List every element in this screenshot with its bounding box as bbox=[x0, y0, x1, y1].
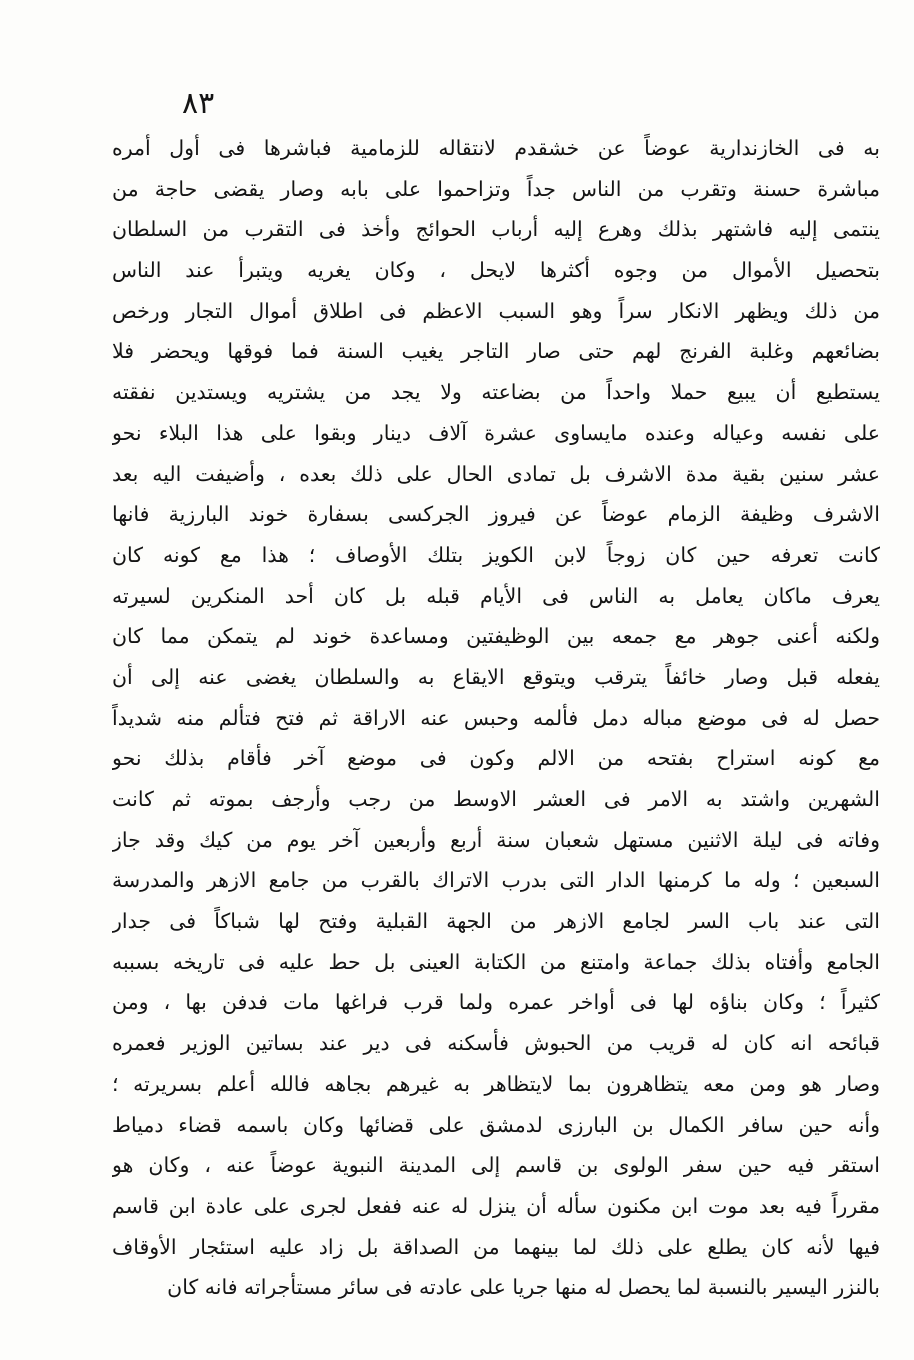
text-line: بضائعهم وغلبة الفرنج لهم حتى صار التاجر يغيب السنة فما فوقها ويحضر فلا bbox=[112, 339, 880, 364]
text-line: كثيراً ؛ وكان بناؤه لها فى أواخر عمره ولما قرب فراغها مات فدفن بها ، ومن bbox=[112, 990, 880, 1015]
text-line: قبائحه انه كان له قريب من الحبوش فأسكنه فى دير عند بساتين الوزير فعمره bbox=[112, 1031, 880, 1056]
text-line: يعرف ماكان يعامل به الناس فى الأيام قبله بل كان أحد المنكرين لسيرته bbox=[112, 583, 880, 608]
text-line: وأنه حين سافر الكمال بن البارزى لدمشق على قضائها وكان باسمه قضاء دمياط bbox=[112, 1112, 880, 1137]
text-line: وصار هو ومن معه يتظاهرون بما لايتظاهر به غيرهم بجاهه فالله أعلم بسريرته ؛ bbox=[112, 1071, 880, 1096]
text-line: من ذلك ويظهر الانكار سراً وهو السبب الاعظم فى اطلاق أموال التجار ورخص bbox=[112, 298, 880, 323]
text-line: ولكنه أعنى جوهر مع جمعه بين الوظيفتين ومساعدة خوند لم يتمكن مما كان bbox=[112, 624, 880, 649]
text-line: به فى الخازندارية عوضاً عن خشقدم لانتقاله للزمامية فباشرها فى أول أمره bbox=[112, 136, 880, 160]
text-line: على نفسه وعياله وعنده مايساوى عشرة آلاف دينار وبقوا على هذا البلاء نحو bbox=[112, 420, 880, 445]
text-line: يفعله قبل وصار خائفاً يترقب ويتوقع الايقاع به والسلطان يغضى عنه إلى أن bbox=[112, 664, 880, 689]
text-line: مباشرة حسنة وتقرب من الناس جداً وتزاحموا على بابه وصار يقضى حاجة من bbox=[112, 176, 880, 201]
text-line: السبعين ؛ وله ما كرمنها الدار التى بدرب الاتراك بالقرب من جامع الازهر والمدرسة bbox=[112, 868, 880, 893]
text-line: بالنزر اليسير بالنسبة لما يحصل له منها جريا على عادته فى سائر مستأجراته فانه كان bbox=[167, 1275, 880, 1300]
text-line: ينتمى إليه فاشتهر بذلك وهرع إليه أرباب الحوائج وأخذ فى التقرب من السلطان bbox=[112, 217, 880, 242]
text-line: الجامع وأفتاه بذلك جماعة وامتنع من الكتابة العينى بل حط عليه فى تاريخه بسببه bbox=[112, 949, 880, 974]
text-line: الاشرف وظيفة الزمام عوضاً عن فيروز الجركسى بسفارة خوند البارزية فانها bbox=[112, 502, 880, 527]
text-line: حصل له فى موضع مباله دمل فألمه وحبس عنه الاراقة ثم فتح فتألم منه شديداً bbox=[112, 705, 880, 730]
text-line: عشر سنين بقية مدة الاشرف بل تمادى الحال على ذلك بعده ، وأضيفت اليه بعد bbox=[112, 461, 880, 486]
text-line: فيها لأنه كان يطلع على ذلك لما بينهما من الصداقة بل زاد عليه استئجار الأوقاف bbox=[112, 1234, 880, 1259]
page-number: ٨٣ bbox=[182, 86, 215, 121]
text-line: مع كونه استراح بفتحه من الالم وكون فى موضع آخر فأقام بذلك نحو bbox=[112, 746, 880, 771]
text-line: بتحصيل الأموال من وجوه أكثرها لايحل ، وكان يغريه ويتبرأ عند الناس bbox=[112, 258, 880, 283]
body-text bbox=[112, 128, 880, 1308]
text-line: يستطيع أن يبيع حملا واحداً من بضاعته ولا يجد من يشتريه ويستدين نفقته bbox=[112, 380, 880, 405]
text-line: وفاته فى ليلة الاثنين مستهل شعبان سنة أربع وأربعين آخر يوم من كيك وقد جاز bbox=[112, 827, 880, 852]
text-line: استقر فيه حين سفر الولوى بن قاسم إلى المدينة النبوية عوضاً عنه ، وكان هو bbox=[112, 1153, 880, 1178]
text-line: التى عند باب السر لجامع الازهر من الجهة القبلية وفتح لها شباكاً فى جدار bbox=[112, 909, 880, 934]
text-line: مقرراً فيه بعد موت ابن مكنون سأله أن ينزل له عنه ففعل لجرى على عادة ابن قاسم bbox=[112, 1193, 880, 1218]
text-line: كانت تعرفه حين كان زوجاً لابن الكويز بتلك الأوصاف ؛ هذا مع كونه كان bbox=[112, 542, 880, 567]
text-line: الشهرين واشتد به الامر فى العشر الاوسط من رجب وأرجف بموته ثم كانت bbox=[112, 787, 880, 811]
